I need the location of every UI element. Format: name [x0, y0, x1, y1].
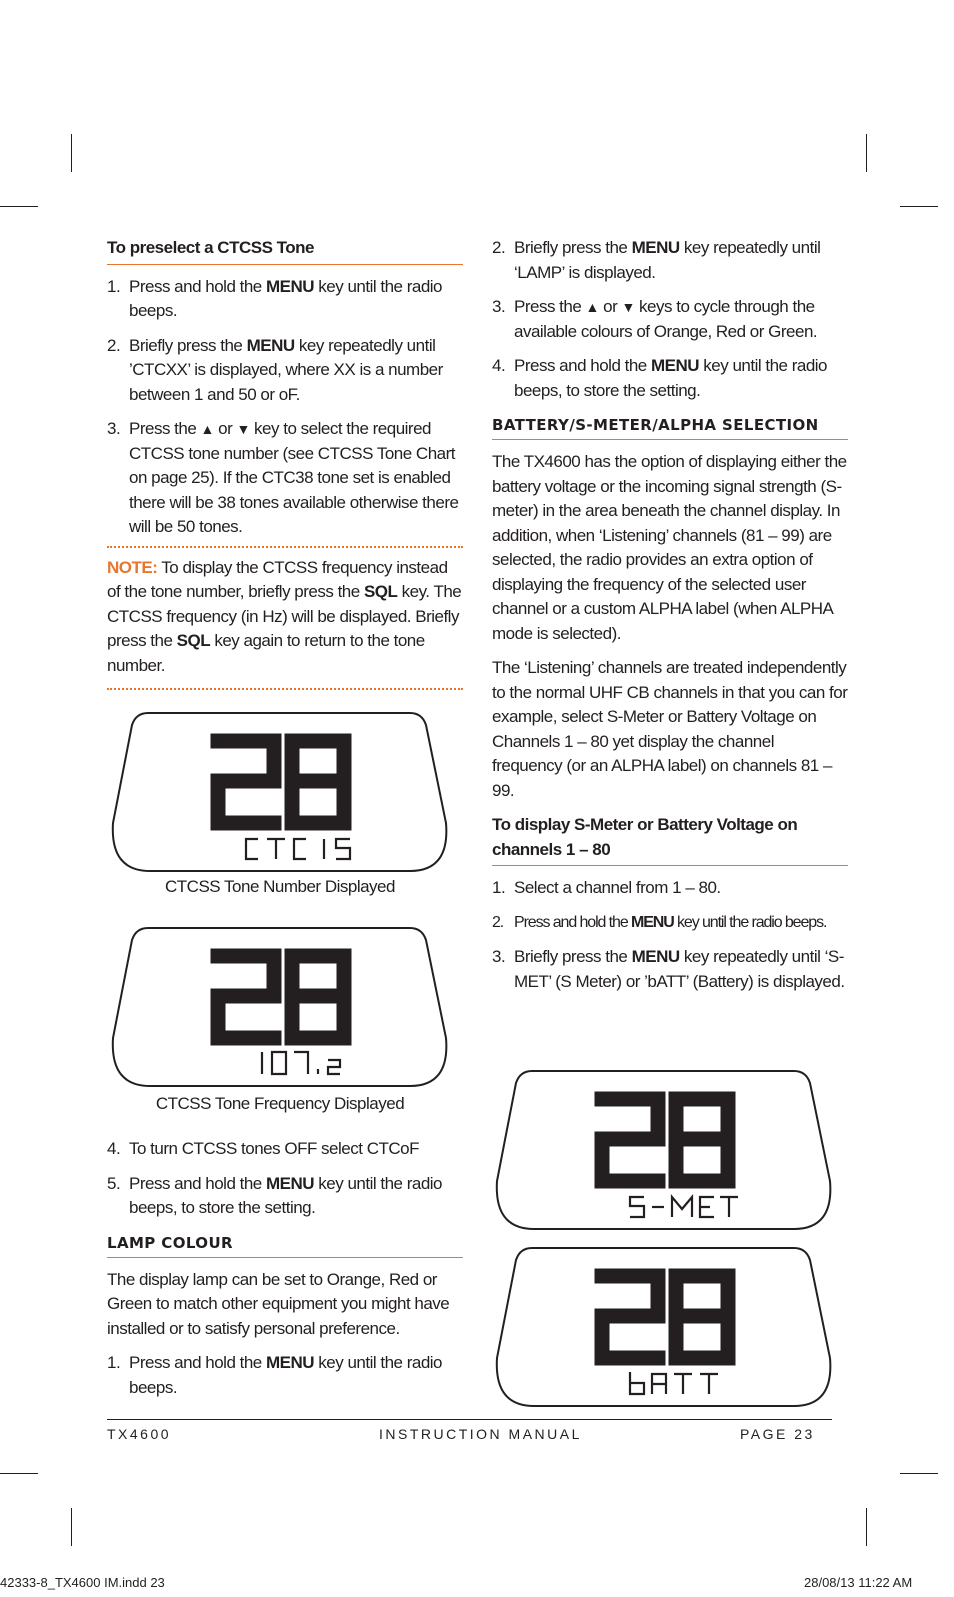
down-arrow-icon: ▼: [621, 299, 635, 315]
ctcss-heading: To preselect a CTCSS Tone: [107, 236, 463, 265]
list-item: 3. Press the ▲ or ▼ keys to cycle through the available colours of Orange, Red or Green.: [492, 297, 818, 341]
lcd-sub-text: [262, 1052, 340, 1074]
caption-tone-number: CTCSS Tone Number Displayed: [165, 877, 395, 896]
list-item: 1. Press and hold the MENU key until the radio beeps.: [107, 1353, 443, 1397]
ctcss-steps: [107, 275, 463, 540]
lcd-display-battery: [494, 1246, 834, 1410]
crop-mark: [900, 1473, 938, 1474]
list-item: 2. Press and hold the MENU key until the radio beeps.: [492, 913, 827, 931]
down-arrow-icon: ▼: [236, 421, 250, 437]
note-box: NOTE: To display the CTCSS frequency instead of the tone number, briefly press the SQL key. The CTCSS frequency (in Hz) will be displayed. Briefly press the SQL key again to return to the tone number.: [107, 546, 463, 691]
list-item: 4. To turn CTCSS tones OFF select CTCoF: [107, 1139, 419, 1158]
crop-mark: [866, 134, 867, 172]
lcd-channel-digits: [602, 1276, 728, 1358]
right-column: [492, 236, 848, 1004]
battery-paragraph-1: The TX4600 has the option of displaying either the battery voltage or the incoming signal strength (S-meter) in the area beneath the channel display. In addition, when ‘Listening’ channels (81 – 99) are selected, the radio provides an extra option of displaying the frequency of the selected user channel or a custom ALPHA label (when ALPHA mode is selected).: [492, 452, 847, 643]
lcd-channel-digits: [602, 1099, 728, 1181]
battery-smeter-heading: BATTERY/S-METER/ALPHA SELECTION: [492, 413, 848, 440]
lcd-channel-digits: [218, 956, 344, 1038]
note-label: NOTE:: [107, 557, 158, 577]
list-item: 1. Select a channel from 1 – 80.: [492, 878, 721, 897]
list-item: 3. Press the ▲ or ▼ key to select the required CTCSS tone number (see CTCSS Tone Chart on page 25). If the CTC38 tone set is enabled there will be 38 tones available otherwise there will be 50 tones.: [107, 419, 459, 536]
left-column-lower: [107, 1137, 463, 1410]
lamp-steps: [107, 1351, 463, 1400]
lcd-sub-text: [630, 1372, 718, 1394]
crop-mark: [900, 206, 938, 207]
list-item: 5. Press and hold the MENU key until the radio beeps, to store the setting.: [107, 1173, 443, 1217]
slug-filename: 42333-8_TX4600 IM.indd 23: [0, 1575, 165, 1590]
list-item: 1. Press and hold the MENU key until the radio beeps.: [107, 276, 443, 320]
list-item: 3. Briefly press the MENU key repeatedly until ‘S-MET’ (S Meter) or ’bATT’ (Battery) is displayed.: [492, 947, 845, 991]
lamp-steps-continued: [492, 236, 848, 403]
crop-mark: [866, 1508, 867, 1546]
crop-mark: [71, 1508, 72, 1546]
crop-mark: [0, 206, 38, 207]
left-column: [107, 236, 463, 690]
ctcss-steps-continued: [107, 1137, 463, 1221]
lcd-sub-text: [630, 1197, 738, 1217]
footer-title: INSTRUCTION MANUAL: [379, 1426, 582, 1442]
lamp-colour-paragraph: The display lamp can be set to Orange, Red or Green to match other equipment you might have installed or to satisfy personal preference.: [107, 1269, 450, 1338]
caption-tone-frequency: CTCSS Tone Frequency Displayed: [155, 1094, 405, 1113]
crop-mark: [0, 1473, 38, 1474]
lcd-display-s-meter: [494, 1069, 834, 1233]
smeter-sub-heading: To display S-Meter or Battery Voltage on channels 1 – 80: [492, 813, 848, 866]
lamp-colour-heading: LAMP COLOUR: [107, 1231, 463, 1258]
list-item: 4. Press and hold the MENU key until the radio beeps, to store the setting.: [492, 356, 828, 400]
up-arrow-icon: ▲: [200, 421, 214, 437]
smeter-steps: [492, 876, 848, 994]
slug-date: 28/08/13 11:22 AM: [804, 1575, 913, 1590]
crop-mark: [71, 134, 72, 172]
battery-paragraph-2: The ‘Listening’ channels are treated independently to the normal UHF CB channels in that you can for example, select S-Meter or Battery Voltage on Channels 1 – 80 yet display the channel frequency (or an ALPHA label) on channels 81 – 99.: [492, 658, 848, 800]
footer-page-number: PAGE 23: [740, 1426, 815, 1442]
list-item: 2. Briefly press the MENU key repeatedly until ‘LAMP’ is displayed.: [492, 238, 821, 282]
lcd-display-tone-frequency: [110, 926, 450, 1090]
footer-model: TX4600: [107, 1426, 172, 1442]
lcd-display-tone-number: [110, 711, 450, 875]
footer-rule: [107, 1419, 832, 1420]
list-item: 2. Briefly press the MENU key repeatedly until ’CTCXX’ is displayed, where XX is a number between 1 and 50 or oF.: [107, 335, 443, 404]
up-arrow-icon: ▲: [585, 299, 599, 315]
lcd-sub-text: [246, 839, 350, 859]
lcd-channel-digits: [218, 741, 344, 823]
